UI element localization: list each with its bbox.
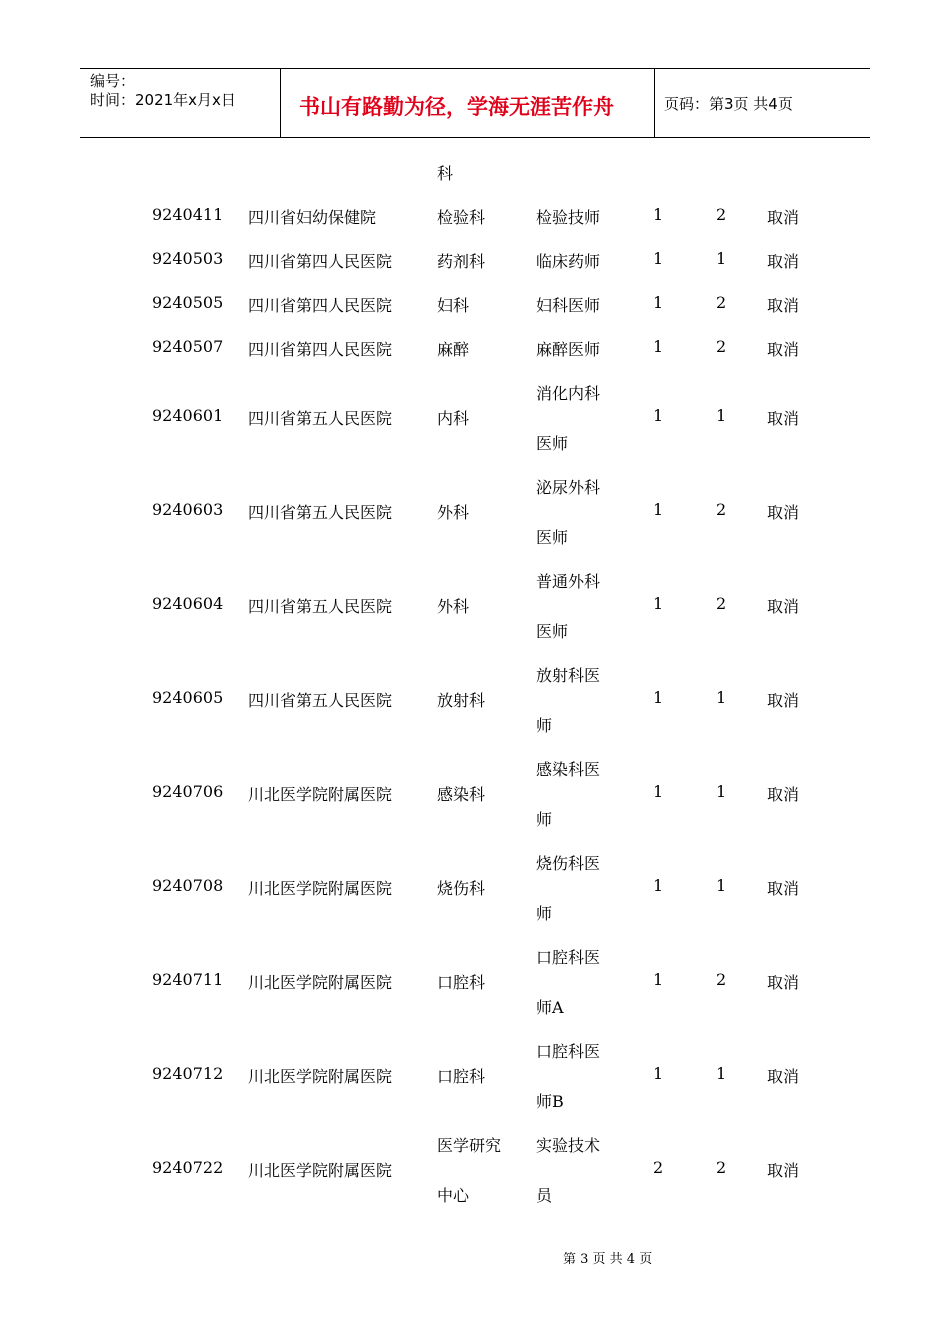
planned-count: 1 [653,500,664,519]
department: 妇科 [437,296,470,315]
position-title: 口腔科医 [536,1042,601,1061]
planned-count: 1 [653,406,664,425]
employer-name: 川北医学院附属医院 [248,1161,393,1180]
planned-count: 1 [653,249,664,268]
position-title: 师B [536,1092,564,1111]
department: 麻醉 [437,340,470,359]
position-title: 放射科医 [536,666,601,685]
employer-name: 四川省第五人民医院 [248,691,393,710]
applicant-count: 1 [716,876,727,895]
header-motto-cell [281,69,655,137]
planned-count: 1 [653,594,664,613]
department: 检验科 [437,208,486,227]
position-title: 泌尿外科 [536,478,601,497]
applicant-count: 1 [716,782,727,801]
status: 取消 [767,785,800,804]
planned-count: 1 [653,337,664,356]
employer-name: 四川省第四人民医院 [248,340,393,359]
position-code: 9240712 [152,1064,224,1083]
planned-count: 1 [653,688,664,707]
planned-count: 1 [653,876,664,895]
position-title: 感染科医 [536,760,601,779]
carryover-text: 科 [437,164,454,183]
department: 中心 [437,1186,470,1205]
planned-count: 1 [653,293,664,312]
status: 取消 [767,208,800,227]
position-title: 检验技师 [536,208,601,227]
position-code: 9240722 [152,1158,224,1177]
status: 取消 [767,296,800,315]
employer-name: 四川省第五人民医院 [248,597,393,616]
applicant-count: 2 [716,1158,727,1177]
planned-count: 1 [653,205,664,224]
applicant-count: 1 [716,1064,727,1083]
planned-count: 1 [653,782,664,801]
applicant-count: 1 [716,406,727,425]
applicant-count: 2 [716,293,727,312]
status: 取消 [767,597,800,616]
applicant-count: 2 [716,500,727,519]
employer-name: 四川省第五人民医院 [248,409,393,428]
status: 取消 [767,879,800,898]
status: 取消 [767,691,800,710]
employer-name: 四川省第四人民医院 [248,252,393,271]
position-code: 9240507 [152,337,224,356]
planned-count: 2 [653,1158,664,1177]
department: 外科 [437,503,470,522]
footer-page-number: 第 3 页 共 4 页 [563,1252,653,1267]
status: 取消 [767,340,800,359]
department: 内科 [437,409,470,428]
department: 放射科 [437,691,486,710]
planned-count: 1 [653,1064,664,1083]
employer-name: 四川省妇幼保健院 [248,208,377,227]
department: 感染科 [437,785,486,804]
department: 口腔科 [437,973,486,992]
position-title: 临床药师 [536,252,601,271]
position-code: 9240711 [152,970,224,989]
header-page-label: 页码：第3页 共4页 [664,95,793,113]
department: 药剂科 [437,252,486,271]
department: 口腔科 [437,1067,486,1086]
status: 取消 [767,1067,800,1086]
employer-name: 四川省第四人民医院 [248,296,393,315]
header-meta [80,69,281,137]
applicant-count: 1 [716,249,727,268]
applicant-count: 2 [716,337,727,356]
position-title: 烧伤科医 [536,854,601,873]
position-code: 9240604 [152,594,224,613]
position-code: 9240605 [152,688,224,707]
position-code: 9240503 [152,249,224,268]
applicant-count: 2 [716,594,727,613]
position-title: 员 [536,1186,553,1205]
status: 取消 [767,503,800,522]
status: 取消 [767,409,800,428]
position-title: 普通外科 [536,572,601,591]
applicant-count: 1 [716,688,727,707]
position-title: 师 [536,810,553,829]
position-code: 9240601 [152,406,224,425]
position-code: 9240603 [152,500,224,519]
position-title: 师A [536,998,564,1017]
status: 取消 [767,252,800,271]
position-title: 医师 [536,528,569,547]
department: 医学研究 [437,1136,502,1155]
position-title: 医师 [536,434,569,453]
position-code: 9240505 [152,293,224,312]
status: 取消 [767,1161,800,1180]
planned-count: 1 [653,970,664,989]
employer-name: 川北医学院附属医院 [248,879,393,898]
position-code: 9240411 [152,205,224,224]
page-header [80,68,870,138]
applicant-count: 2 [716,970,727,989]
position-title: 师 [536,904,553,923]
position-title: 师 [536,716,553,735]
employer-name: 川北医学院附属医院 [248,1067,393,1086]
department: 外科 [437,597,470,616]
employer-name: 四川省第五人民医院 [248,503,393,522]
employer-name: 川北医学院附属医院 [248,973,393,992]
position-title: 实验技术 [536,1136,601,1155]
position-title: 消化内科 [536,384,601,403]
document-number-label: 编号： [90,72,136,90]
position-title: 口腔科医 [536,948,601,967]
position-title: 医师 [536,622,569,641]
status: 取消 [767,973,800,992]
applicant-count: 2 [716,205,727,224]
position-title: 麻醉医师 [536,340,601,359]
department: 烧伤科 [437,879,486,898]
employer-name: 川北医学院附属医院 [248,785,393,804]
position-title: 妇科医师 [536,296,601,315]
header-motto: 书山有路勤为径，学海无涯苦作舟 [299,95,614,119]
position-code: 9240708 [152,876,224,895]
position-code: 9240706 [152,782,224,801]
document-time-label: 时间：2021年x月x日 [90,91,236,109]
